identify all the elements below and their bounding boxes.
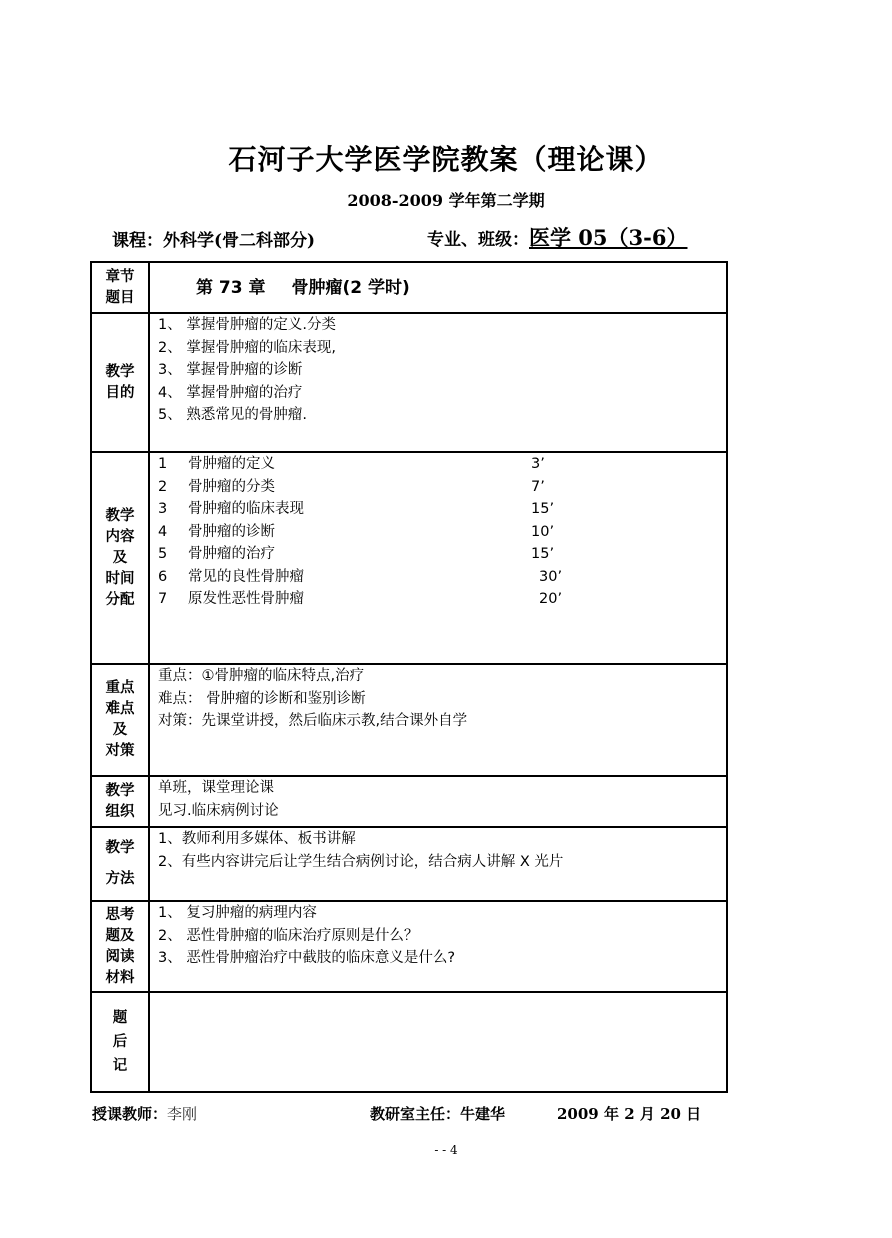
header-line: 及: [112, 722, 128, 738]
allocation-item: [158, 453, 718, 476]
header-line: 组织: [105, 803, 135, 820]
header-line: 题目: [105, 289, 135, 306]
header-line: 材料: [105, 969, 135, 986]
method-item: 2、有些内容讲完后让学生结合病例讨论，结合病人讲解 X 光片: [158, 853, 564, 870]
methods-header: [91, 827, 149, 901]
objectives-header: [91, 313, 149, 452]
major-info: [427, 222, 695, 252]
header-line: 题及: [105, 927, 135, 944]
objective-item: 1、 掌握骨肿瘤的定义.分类: [158, 317, 336, 333]
header-line: 内容: [105, 528, 135, 545]
allocation-item: [158, 588, 718, 611]
postscript-row: [91, 992, 727, 1092]
key-point-item: 重点：①骨肿瘤的临床特点,治疗: [158, 668, 365, 684]
header-line: 阅读: [105, 948, 135, 965]
postscript-header: [91, 992, 149, 1092]
item-topic: 原发性恶性骨肿瘤: [188, 591, 304, 607]
question-item: 2、 恶性骨肿瘤的临床治疗原则是什么？: [158, 927, 419, 944]
major-label: 专业、班级：: [427, 230, 529, 250]
chapter-cell: [149, 262, 727, 313]
item-number: 2: [158, 478, 168, 495]
key-points-row: [91, 664, 727, 776]
chapter-number: 第 73 章: [196, 277, 266, 298]
item-time: 3’: [531, 456, 545, 472]
item-number: 5: [158, 546, 168, 562]
key-point-item: 对策：先课堂讲授，然后临床示教,结合课外自学: [158, 713, 468, 729]
question-item: 1、 复习肿瘤的病理内容: [158, 905, 317, 921]
major-value: 医学 05（3-6）: [529, 225, 688, 250]
semester: 2008-2009 学年第二学期: [347, 191, 545, 210]
item-time: 15’: [531, 546, 555, 562]
header-line: 方法: [105, 871, 135, 887]
objective-item: 3、 掌握骨肿瘤的诊断: [158, 362, 303, 378]
question-item: 3、 恶性骨肿瘤治疗中截肢的临床意义是什么?: [158, 950, 456, 966]
item-time: 10’: [531, 523, 555, 540]
header-line: 难点: [105, 701, 135, 717]
methods-row: [91, 827, 727, 901]
header-line: 及: [112, 549, 128, 566]
item-number: 1: [158, 456, 168, 472]
item-time: 20’: [539, 591, 563, 607]
item-topic: 骨肿瘤的定义: [188, 456, 275, 472]
lesson-plan-table: [90, 261, 728, 1093]
course-value: 外科学(骨二科部分): [163, 231, 316, 251]
header-line: 记: [112, 1058, 128, 1074]
item-time: 30’: [539, 568, 563, 585]
allocation-cell: [149, 452, 727, 664]
allocation-item: [158, 543, 718, 566]
header-line: 教学: [105, 363, 135, 380]
methods-cell: [149, 827, 727, 901]
allocation-item: [158, 476, 718, 499]
header-line: 重点: [105, 680, 135, 696]
header-line: 教学: [105, 840, 135, 856]
item-number: 7: [158, 591, 168, 607]
item-number: 3: [158, 501, 168, 517]
header-line: 时间: [105, 570, 135, 587]
item-topic: 骨肿瘤的治疗: [188, 546, 275, 562]
organization-item: 单班，课堂理论课: [158, 780, 274, 796]
allocation-item: [158, 566, 718, 589]
header-line: 分配: [105, 591, 135, 608]
header-line: 目的: [105, 384, 135, 401]
item-topic: 骨肿瘤的诊断: [188, 523, 275, 540]
organization-item: 见习.临床病例讨论: [158, 802, 279, 819]
page-number: - - 4: [434, 1143, 458, 1157]
questions-row: [91, 901, 727, 992]
objective-item: 5、 熟悉常见的骨肿瘤.: [158, 407, 307, 423]
chapter-name: 骨肿瘤(2 学时): [291, 277, 410, 298]
postscript-cell: [149, 992, 727, 1092]
course-info: [112, 226, 315, 251]
questions-header: [91, 901, 149, 992]
method-item: 1、教师利用多媒体、板书讲解: [158, 831, 356, 847]
chapter-row: [91, 262, 727, 313]
chapter-header: [91, 262, 149, 313]
item-topic: 骨肿瘤的分类: [188, 478, 275, 495]
header-line: 章节: [105, 268, 135, 285]
item-number: 4: [158, 523, 168, 540]
objectives-cell: [149, 313, 727, 452]
objective-item: 2、 掌握骨肿瘤的临床表现,: [158, 339, 336, 356]
questions-cell: [149, 901, 727, 992]
key-point-item: 难点： 骨肿瘤的诊断和鉴别诊断: [158, 690, 366, 707]
objectives-row: [91, 313, 727, 452]
allocation-item: [158, 521, 718, 544]
teacher-name: 李刚: [167, 1105, 198, 1123]
course-label: 课程：: [112, 231, 163, 251]
document-date: 2009 年 2 月 20 日: [557, 1105, 702, 1123]
chapter-title: [150, 264, 726, 312]
allocation-item: [158, 498, 718, 521]
organization-row: [91, 776, 727, 827]
organization-header: [91, 776, 149, 827]
allocation-row: [91, 452, 727, 664]
item-topic: 常见的良性骨肿瘤: [188, 568, 304, 585]
item-time: 15’: [531, 501, 555, 517]
item-time: 7’: [531, 478, 545, 495]
header-line: 教学: [105, 782, 135, 799]
objective-item: 4、 掌握骨肿瘤的治疗: [158, 384, 303, 401]
header-line: 思考: [105, 906, 135, 923]
teacher-info: [92, 1103, 197, 1124]
page-title: 石河子大学医学院教案（理论课）: [228, 143, 664, 176]
key-points-header: [91, 664, 149, 776]
header-line: 题: [112, 1010, 128, 1026]
item-number: 6: [158, 568, 168, 585]
header-line: 后: [112, 1034, 128, 1050]
key-points-cell: [149, 664, 727, 776]
header-line: 对策: [105, 743, 135, 759]
director-info: 教研室主任：牛建华: [370, 1105, 506, 1123]
organization-cell: [149, 776, 727, 827]
header-line: 教学: [105, 507, 135, 524]
item-topic: 骨肿瘤的临床表现: [188, 501, 304, 517]
teacher-label: 授课教师：: [92, 1105, 168, 1123]
allocation-header: [91, 452, 149, 664]
